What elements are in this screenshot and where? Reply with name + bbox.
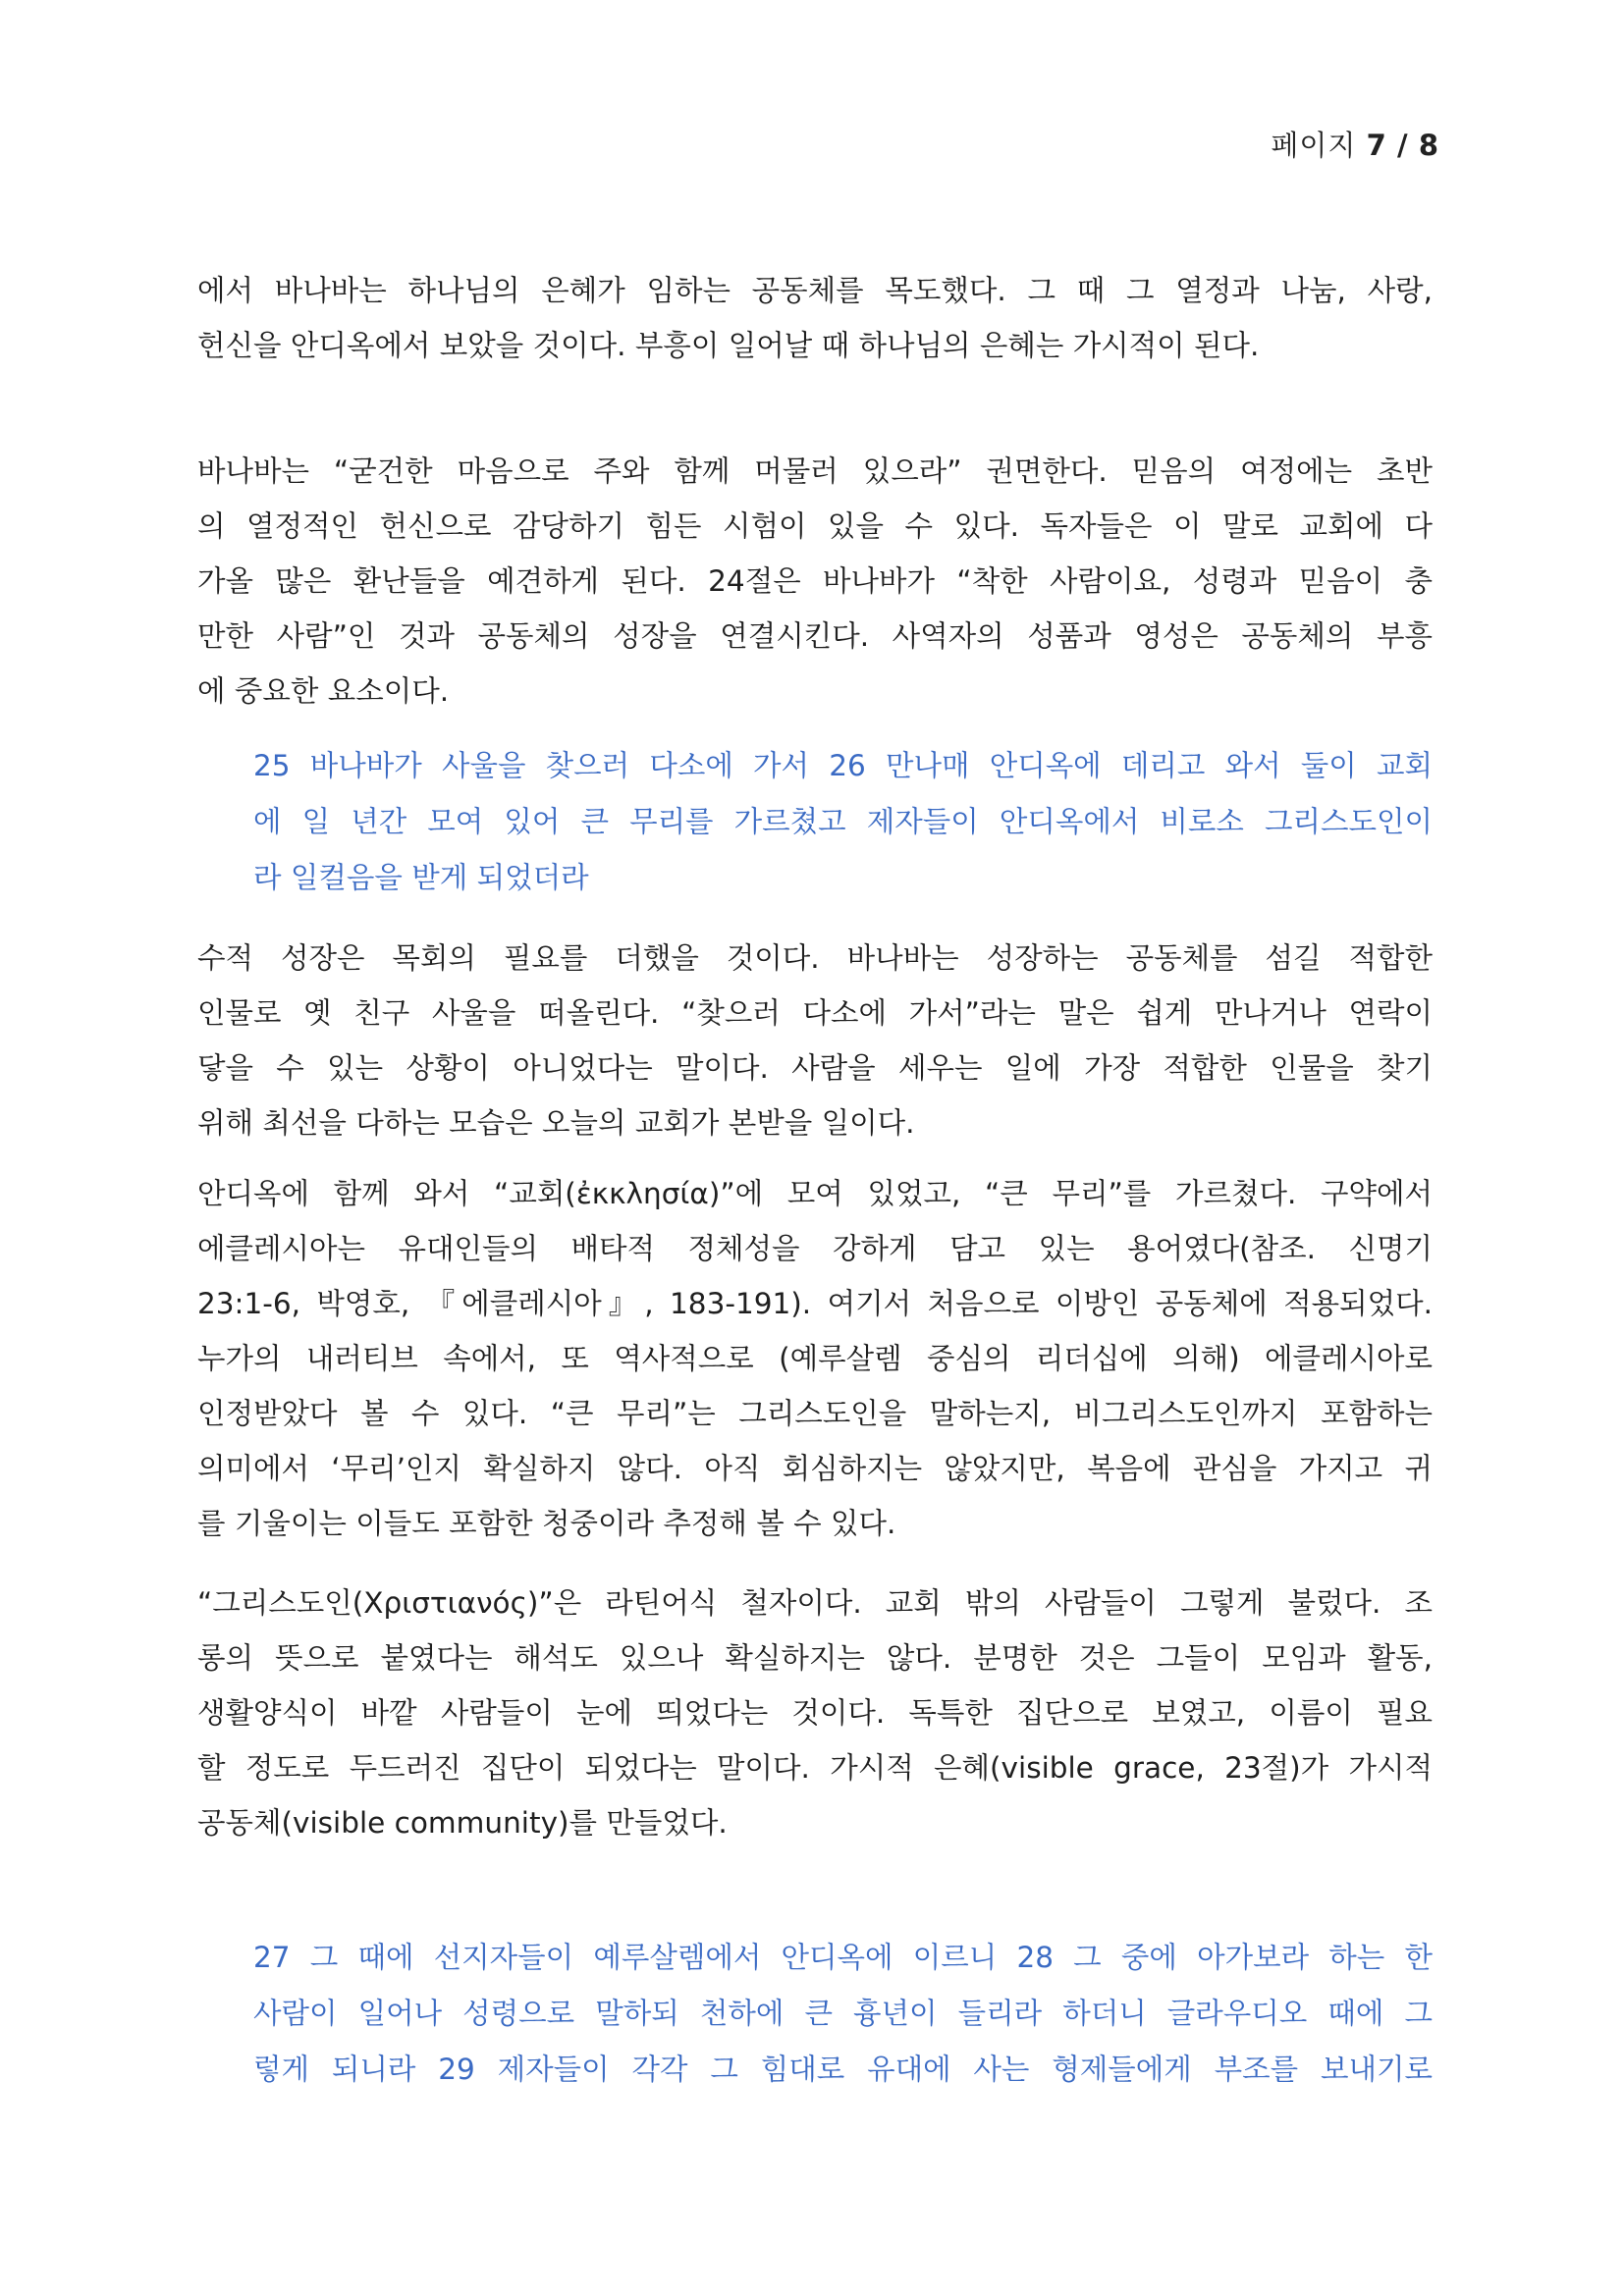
text-line: 할 정도로 두드러진 집단이 되었다는 말이다. 가시적 은혜(visible grace, 23절)가 가시적 — [197, 1751, 1433, 1785]
verse-line: 27 그 때에 선지자들이 예루살렘에서 안디옥에 이르니 28 그 중에 아가보라 하는 한 — [253, 1941, 1433, 1974]
paragraph-christianos — [197, 1575, 1433, 1850]
text-line: 인정받았다 볼 수 있다. “큰 무리”는 그리스도인을 말하는지, 비그리스도인까지 포함하는 — [197, 1397, 1433, 1430]
page-separator: / — [1397, 129, 1409, 162]
page-total: 8 — [1418, 129, 1439, 162]
text-line: 수적 성장은 목회의 필요를 더했을 것이다. 바나바는 성장하는 공동체를 섬길 적합한 — [197, 941, 1433, 975]
text-line: 인물로 옛 친구 사울을 떠올린다. “찾으러 다소에 가서”라는 말은 쉽게 만나거나 연락이 — [197, 996, 1433, 1030]
page-number — [1271, 124, 1439, 164]
text-line: 23:1-6, 박영호, 『에클레시아』, 183-191). 여기서 처음으로 이방인 공동체에 적용되었다. — [197, 1287, 1433, 1320]
verse-line: 에 일 년간 모여 있어 큰 무리를 가르쳤고 제자들이 안디옥에서 비로소 그리스도인이 — [253, 805, 1433, 838]
text-line: 의미에서 ‘무리’인지 확실하지 않다. 아직 회심하지는 않았지만, 복음에 관심을 가지고 귀 — [197, 1452, 1433, 1485]
text-line: 롱의 뜻으로 붙였다는 해석도 있으나 확실하지는 않다. 분명한 것은 그들이 모임과 활동, — [197, 1641, 1433, 1675]
scripture-quote-27-29 — [253, 1930, 1433, 2098]
text-line: 닿을 수 있는 상황이 아니었다는 말이다. 사람을 세우는 일에 가장 적합한 인물을 찾기 — [197, 1051, 1433, 1085]
text-line: 공동체(visible community)를 만들었다. — [197, 1806, 728, 1840]
paragraph-numerical-growth — [197, 931, 1433, 1150]
text-line: 가올 많은 환난들을 예견하게 된다. 24절은 바나바가 “착한 사람이요, 성령과 믿음이 충 — [197, 564, 1433, 598]
verse-line: 라 일컬음을 받게 되었더라 — [253, 861, 589, 894]
text-line: 위해 최선을 다하는 모습은 오늘의 교회가 본받을 일이다. — [197, 1106, 915, 1140]
page-label: 페이지 — [1271, 129, 1357, 162]
paragraph-intro — [197, 263, 1433, 373]
verse-line: 25 바나바가 사울을 찾으러 다소에 가서 26 만나매 안디옥에 데리고 와서 둘이 교회 — [253, 749, 1433, 782]
text-line: 의 열정적인 헌신으로 감당하기 힘든 시험이 있을 수 있다. 독자들은 이 말로 교회에 다 — [197, 509, 1433, 543]
text-line: 만한 사람”인 것과 공동체의 성장을 연결시킨다. 사역자의 성품과 영성은 공동체의 부흥 — [197, 619, 1433, 653]
verse-line: 사람이 일어나 성령으로 말하되 천하에 큰 흉년이 들리라 하더니 글라우디오 때에 그 — [253, 1997, 1433, 2030]
text-line: 바나바는 “굳건한 마음으로 주와 함께 머물러 있으라” 권면한다. 믿음의 여정에는 초반 — [197, 454, 1433, 488]
paragraph-barnabas-exhortation — [197, 444, 1433, 719]
text-line: 생활양식이 바깥 사람들이 눈에 띄었다는 것이다. 독특한 집단으로 보였고, 이름이 필요 — [197, 1696, 1433, 1730]
text-line: “그리스도인(Χριστιανός)”은 라틴어식 철자이다. 교회 밖의 사람들이 그렇게 불렀다. 조 — [197, 1586, 1433, 1620]
text-line: 누가의 내러티브 속에서, 또 역사적으로 (예루살렘 중심의 리더십에 의해) 에클레시아로 — [197, 1342, 1433, 1375]
text-line: 에서 바나바는 하나님의 은혜가 임하는 공동체를 목도했다. 그 때 그 열정과 나눔, 사랑, — [197, 274, 1433, 307]
text-line: 헌신을 안디옥에서 보았을 것이다. 부흥이 일어날 때 하나님의 은혜는 가시적이 된다. — [197, 329, 1260, 362]
page-current: 7 — [1366, 129, 1387, 162]
text-line: 에클레시아는 유대인들의 배타적 정체성을 강하게 담고 있는 용어였다(참조. 신명기 — [197, 1232, 1433, 1265]
paragraph-ekklesia — [197, 1166, 1433, 1551]
verse-line: 렇게 되니라 29 제자들이 각각 그 힘대로 유대에 사는 형제들에게 부조를 보내기로 — [253, 2053, 1433, 2086]
text-line: 안디옥에 함께 와서 “교회(ἐκκλησία)”에 모여 있었고, “큰 무리”를 가르쳤다. 구약에서 — [197, 1177, 1433, 1210]
text-line: 에 중요한 요소이다. — [197, 674, 450, 708]
text-line: 를 기울이는 이들도 포함한 청중이라 추정해 볼 수 있다. — [197, 1507, 896, 1540]
scripture-quote-25-26 — [253, 738, 1433, 906]
